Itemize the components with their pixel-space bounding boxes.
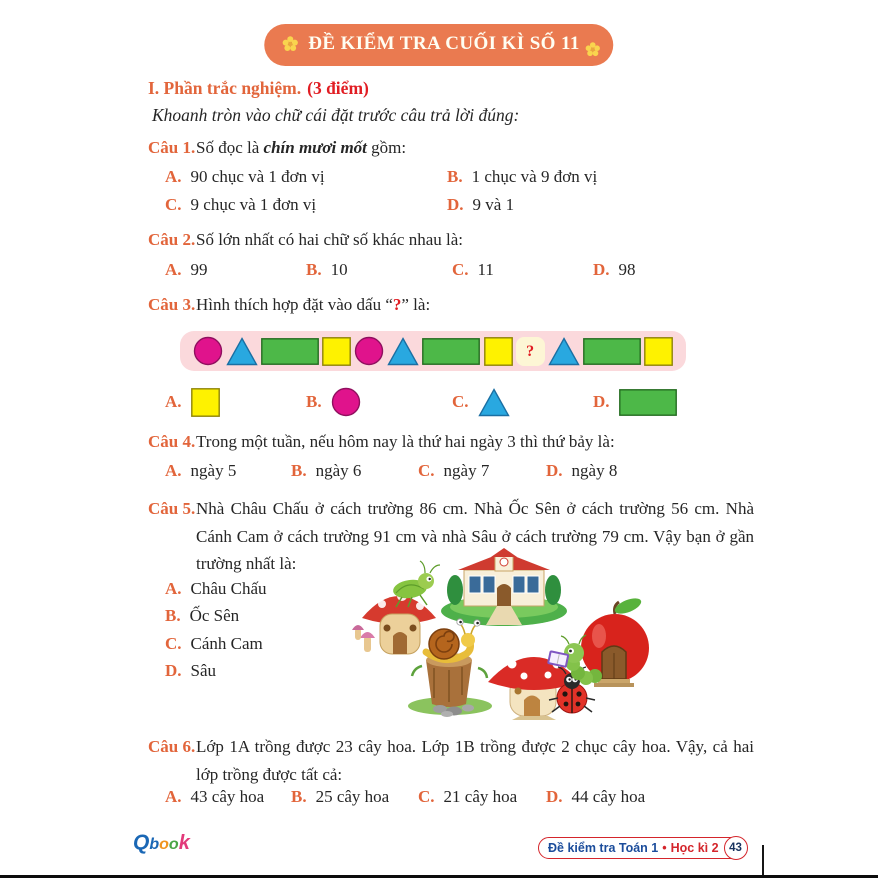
- exam-title-banner: [264, 24, 613, 66]
- question-text: Trong một tuần, nếu hôm nay là thứ hai ngày 3 thì thứ bảy là:: [196, 432, 615, 451]
- option: D. Sâu: [165, 661, 217, 681]
- question-3-options: [165, 385, 677, 419]
- option: C.: [452, 388, 593, 417]
- circle-shape: [193, 336, 223, 366]
- scan-edge-vertical-line: [762, 845, 764, 878]
- square-shape: [322, 337, 351, 366]
- flower-icon: [586, 42, 601, 57]
- square-shape: [191, 388, 220, 417]
- option: B.: [306, 387, 452, 417]
- option: A. 90 chục và 1 đơn vị: [165, 167, 325, 186]
- grasshopper-mushroom-house: [352, 561, 440, 654]
- flower-icon: [282, 36, 298, 52]
- question-1-header: [148, 138, 748, 158]
- logo-letter: Q: [133, 831, 150, 854]
- question-label: Câu 3.: [148, 295, 196, 314]
- question-5-illustration: [352, 548, 654, 720]
- option-text: ngày 6: [315, 461, 362, 480]
- option: A. Châu Chấu: [165, 578, 267, 598]
- logo-letter: k: [178, 832, 190, 854]
- question-6-text: Câu 6.Lớp 1A trồng được 23 cây hoa. Lớp 1B trồng được 2 chục cây hoa. Vậy, cả hai lớp trồng được tất cả:: [148, 733, 754, 788]
- school-building: [441, 548, 567, 626]
- option-text: 44 cây hoa: [571, 787, 646, 806]
- option: A. 99: [165, 260, 208, 279]
- triangle-shape: [548, 337, 580, 366]
- option-text: 99: [190, 260, 208, 279]
- square-shape: [644, 337, 673, 366]
- option: D. 98: [593, 260, 636, 279]
- footer-book-title: Đề kiểm tra Toán 1: [548, 840, 659, 855]
- triangle-shape: [387, 337, 419, 366]
- question-1-options-row-1: [165, 167, 729, 187]
- option-text: 43 cây hoa: [190, 787, 265, 806]
- rect-shape: [422, 338, 480, 365]
- question-label: Câu 5.: [148, 499, 196, 518]
- option: C. 11: [452, 260, 494, 279]
- option-text: 10: [330, 260, 348, 279]
- question-4-options: [165, 461, 617, 481]
- question-6-options: [165, 787, 645, 807]
- option-text: 9 chục và 1 đơn vị: [190, 195, 317, 214]
- option-text: 1 chục và 9 đơn vị: [471, 167, 598, 186]
- footer-page-label: [538, 837, 746, 859]
- option: C. Cánh Cam: [165, 633, 263, 653]
- triangle-shape: [226, 337, 258, 366]
- question-label: Câu 4.: [148, 432, 196, 451]
- page-title: ĐỀ KIỂM TRA CUỐI KÌ SỐ 11: [308, 33, 580, 54]
- option: C. ngày 7: [418, 461, 490, 480]
- option: D. 44 cây hoa: [546, 787, 646, 806]
- rect-shape: [619, 389, 677, 416]
- instruction-text: Khoanh tròn vào chữ cái đặt trước câu trả lời đúng:: [152, 105, 520, 125]
- footer-term: Học kì 2: [670, 840, 719, 855]
- option-text: 25 cây hoa: [315, 787, 390, 806]
- option: B. 1 chục và 9 đơn vị: [447, 167, 598, 186]
- footer-separator: •: [662, 840, 667, 855]
- question-label: Câu 1.: [148, 138, 196, 157]
- qbook-logo: [133, 832, 190, 853]
- circle-shape: [354, 336, 384, 366]
- question-text: Số lớn nhất có hai chữ số khác nhau là:: [196, 230, 464, 249]
- option: B. ngày 6: [291, 461, 362, 480]
- question-text: Hình thích hợp đặt vào dấu “?” là:: [196, 295, 431, 314]
- section-points: (3 điểm): [307, 78, 369, 98]
- option: A.: [165, 388, 306, 417]
- question-label: Câu 2.: [148, 230, 196, 249]
- question-5-options: [165, 575, 267, 685]
- option-text: 98: [618, 260, 636, 279]
- option: D. 9 và 1: [447, 195, 515, 214]
- option: B. Ốc Sên: [165, 606, 240, 626]
- option-text: ngày 8: [571, 461, 618, 480]
- question-mark-box: ?: [516, 337, 545, 366]
- option-text: Cánh Cam: [190, 633, 263, 653]
- option: D. ngày 8: [546, 461, 618, 480]
- logo-letter: o: [168, 836, 179, 853]
- option-text: 21 cây hoa: [443, 787, 518, 806]
- question-label: Câu 6.: [148, 737, 196, 756]
- option-text: ngày 7: [443, 461, 490, 480]
- rect-shape: [583, 338, 641, 365]
- option: A. 43 cây hoa: [165, 787, 265, 806]
- question-2-options: [165, 260, 636, 280]
- question-5-text: Câu 5.Nhà Châu Chấu ở cách trường 86 cm. Nhà Ốc Sên ở cách trường 56 cm. Nhà Cánh Cam ở cách trường 91 cm và nhà Sâu ở cách trường 79 cm. Vậy bạn ở gần trường nhất là:: [148, 495, 754, 578]
- section-title: I. Phần trắc nghiệm.: [148, 78, 302, 98]
- snail-tree-stump: [408, 619, 492, 717]
- option-text: 90 chục và 1 đơn vị: [190, 167, 325, 186]
- option-text: Châu Chấu: [190, 578, 267, 598]
- logo-letter: o: [159, 836, 169, 853]
- option: A. ngày 5: [165, 461, 237, 480]
- option: C. 21 cây hoa: [418, 787, 518, 806]
- question-3-header: [148, 295, 748, 315]
- option-text: Ốc Sên: [189, 606, 240, 626]
- option: D.: [593, 389, 677, 416]
- option-text: Sâu: [190, 661, 217, 681]
- section-heading: [148, 78, 369, 99]
- option: B. 25 cây hoa: [291, 787, 390, 806]
- option-text: ngày 5: [190, 461, 237, 480]
- question-text: Số đọc là chín mươi mốt gồm:: [196, 138, 407, 157]
- logo-letter: b: [149, 836, 160, 853]
- circle-shape: [331, 387, 361, 417]
- question-2-header: [148, 230, 748, 250]
- option: B. 10: [306, 260, 348, 279]
- option-text: 11: [477, 260, 494, 279]
- question-4-header: [148, 432, 748, 452]
- rect-shape: [261, 338, 319, 365]
- square-shape: [484, 337, 513, 366]
- question-1-options-row-2: [165, 195, 729, 215]
- option: C. 9 chục và 1 đơn vị: [165, 195, 317, 214]
- triangle-shape: [478, 388, 510, 417]
- option-text: 9 và 1: [472, 195, 515, 214]
- page-number: 43: [724, 836, 748, 860]
- shape-pattern-strip: [180, 331, 686, 371]
